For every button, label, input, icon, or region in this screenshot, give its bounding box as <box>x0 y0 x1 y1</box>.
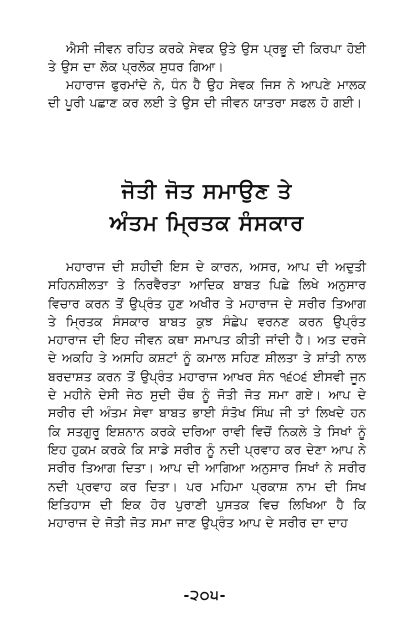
paragraph-1: ਐਸੀ ਜੀਵਨ ਰਹਿਤ ਕਰਕੇ ਸੇਵਕ ਉਤੇ ਉਸ ਪ੍ਰਭੂ ਦੀ ਕਿਰਪਾ ਹੋਈ ਤੇ ਉਸ ਦਾ ਲੋਕ ਪ੍ਰਲੋਕ ਸੁਧਰ ਗਿਆ। <box>48 41 366 74</box>
section-title-line-2: ਅੰਤਮ ਮ੍ਰਿਤਕ ਸੰਸਕਾਰ <box>109 211 305 235</box>
section-title-line-1: ਜੋਤੀ ਜੋਤ ਸਮਾਉਣ ਤੇ <box>121 179 293 203</box>
paragraph-2: ਮਹਾਰਾਜ ਫੁਰਮਾਂਦੇ ਨੇ, ਧੰਨ ਹੈ ਉਹ ਸੇਵਕ ਜਿਸ ਨੇ ਆਪਣੇ ਮਾਲਕ ਦੀ ਪੂਰੀ ਪਛਾਣ ਕਰ ਲਈ ਤੇ ਉਸ ਦੀ ਜੀਵਨ ਯਾਤਰਾ ਸਫਲ ਹੋ ਗਈ। <box>48 77 366 110</box>
page-number: -੨੦੫- <box>183 588 227 604</box>
paragraph-3: ਮਹਾਰਾਜ ਦੀ ਸ਼ਹੀਦੀ ਇਸ ਦੇ ਕਾਰਨ, ਅਸਰ, ਆਪ ਦੀ ਅਦੁਤੀ ਸਹਿਨਸ਼ੀਲਤਾ ਤੇ ਨਿਰਵੈਰਤਾ ਆਦਿਕ ਬਾਬਤ ਪਿਛੇ ਲਿਖੇ ਅਨੁਸਾਰ ਵਿਚਾਰ ਕਰਨ ਤੋਂ ਉਪ੍ਰੰਤ ਹੁਣ ਅਖੀਰ ਤੇ ਮਹਾਰਾਜ ਦੇ ਸਰੀਰ ਤਿਆਗ ਤੇ ਮ੍ਰਿਤਕ ਸੰਸਕਾਰ ਬਾਬਤ ਕੁਝ ਸੰਛੇਪ ਵਰਨਣ ਕਰਨ ਉਪ੍ਰੰਤ ਮਹਾਰਾਜ ਦੀ ਇਹ ਜੀਵਨ ਕਥਾ ਸਮਾਪਤ ਕੀਤੀ ਜਾਂਦੀ ਹੈ। ਅਤ ਦਰਜੇ ਦੇ ਅਕਹਿ ਤੇ ਅਸਹਿ ਕਸ਼ਟਾਂ ਨੂੰ ਕਮਾਲ ਸਹਿਣ ਸ਼ੀਲਤਾ ਤੇ ਸ਼ਾਂਤੀ ਨਾਲ ਬਰਦਾਸ਼ਤ ਕਰਨ ਤੋਂ ਉਪ੍ਰੰਤ ਮਹਾਰਾਜ ਆਖਰ ਸੰਨ ੧੬੦੬ ਈਸਵੀ ਜੂਨ ਦੇ ਮਹੀਨੇ ਦੇਸੀ ਜੇਠ ਸੁਦੀ ਚੌਥ ਨੂੰ ਜੋਤੀ ਜੋਤ ਸਮਾ ਗਏ। ਆਪ ਦੇ ਸਰੀਰ ਦੀ ਅੰਤਮ ਸੇਵਾ ਬਾਬਤ ਭਾਈ ਸੰਤੋਖ ਸਿੰਘ ਜੀ ਤਾਂ ਲਿਖਦੇ ਹਨ ਕਿ ਸਤਗੁਰੂ ਇਸ਼ਨਾਨ ਕਰਕੇ ਦਰਿਆ ਰਾਵੀ ਵਿਚੋਂ ਨਿਕਲੇ ਤੇ ਸਿਖਾਂ ਨੂੰ ਇਹ ਹੁਕਮ ਕਰਕੇ ਕਿ ਸਾਡੇ ਸਰੀਰ ਨੂੰ ਨਦੀ ਪ੍ਰਵਾਹ ਕਰ ਦੇਣਾ ਆਪ ਨੇ ਸਰੀਰ ਤਿਆਗ ਦਿਤਾ। ਆਪ ਦੀ ਆਗਿਆ ਅਨੁਸਾਰ ਸਿਖਾਂ ਨੇ ਸਰੀਰ ਨਦੀ ਪ੍ਰਵਾਹ ਕਰ ਦਿਤਾ। ਪਰ ਮਹਿਮਾ ਪ੍ਰਕਾਸ਼ ਨਾਮ ਦੀ ਸਿਖ ਇਤਿਹਾਸ ਦੀ ਇਕ ਹੋਰ ਪੁਰਾਣੀ ਪੁਸਤਕ ਵਿਚ ਲਿਖਿਆ ਹੈ ਕਿ ਮਹਾਰਾਜ ਦੇ ਜੋਤੀ ਜੋਤ ਸਮਾ ਜਾਣ ਉਪ੍ਰੰਤ ਆਪ ਦੇ ਸਰੀਰ ਦਾ ਦਾਹ <box>48 259 366 531</box>
